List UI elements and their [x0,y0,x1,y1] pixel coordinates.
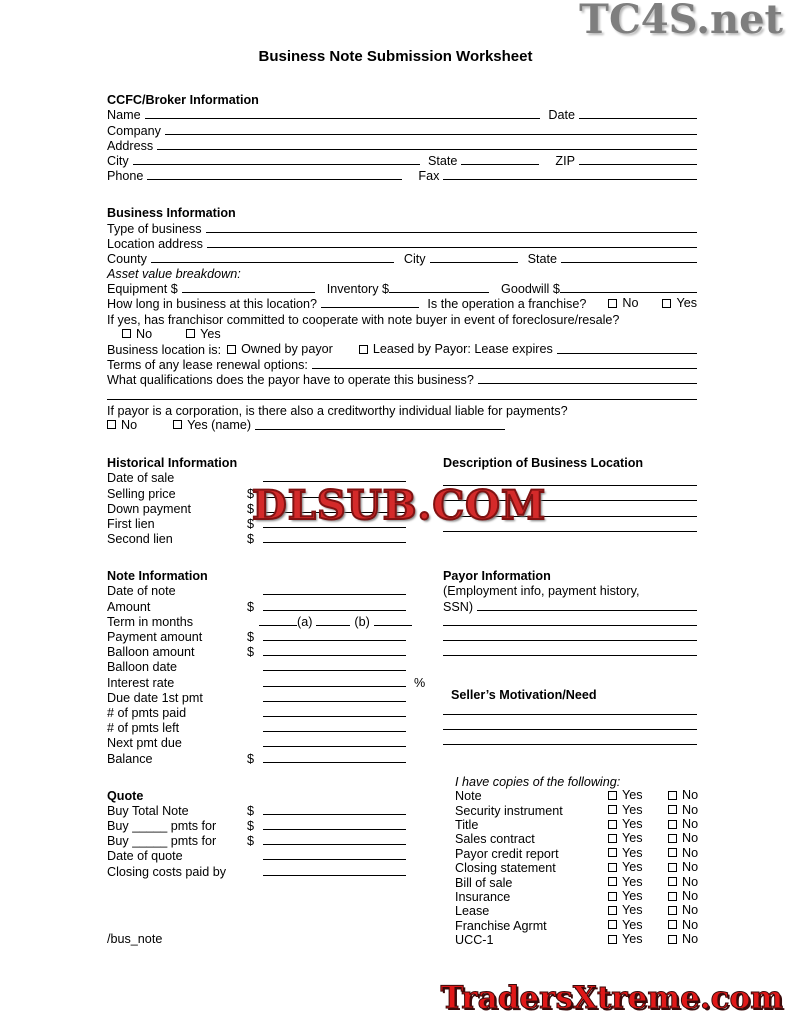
interest-rate-row [107,674,443,689]
pmts-left-label: # of pmts left [107,721,180,736]
pmts-paid-line[interactable] [263,716,406,717]
dollar-sign: $ [247,751,255,766]
no-checkbox[interactable] [668,863,677,872]
checklist-row-lease [455,904,697,918]
date-of-note-row [107,583,443,598]
corp-yes-option[interactable] [173,418,251,432]
no-label: No [682,932,699,947]
dollar-sign: $ [247,803,255,818]
seller-line-row [443,702,697,717]
no-label: No [682,860,699,875]
dollar-sign: $ [247,599,255,614]
no-checkbox[interactable] [668,906,677,915]
inventory-label: Inventory $ [326,282,390,297]
yes-label: Yes [622,932,643,947]
checklist-item-label: Insurance [455,890,511,905]
buy-pmts-label: Buy _____ pmts for [107,834,217,849]
date-label: Date [548,108,575,123]
no-checkbox[interactable] [668,920,677,929]
second-lien-label: Second lien [107,532,173,547]
no-label: No [682,817,699,832]
city-line[interactable] [430,262,518,263]
yes-option[interactable] [608,918,668,932]
yes-option[interactable] [608,803,668,817]
county-city-state-row [107,251,697,266]
yes-checkbox[interactable] [608,863,617,872]
qualifications-row [107,372,697,387]
seller-line-row [443,718,697,733]
no-label: No [136,326,153,341]
no-checkbox[interactable] [668,834,677,843]
seller-motivation-heading: Seller’s Motivation/Need [451,688,597,703]
phone-label: Phone [107,169,144,184]
goodwill-label: Goodwill $ [501,282,560,297]
county-label: County [107,251,147,266]
no-checkbox[interactable] [668,935,677,944]
dollar-sign: $ [247,516,255,531]
no-label: No [682,845,699,860]
yes-label: Yes [622,788,643,803]
fax-line[interactable] [443,179,697,180]
state-label: State [527,251,558,266]
balance-row [107,750,443,765]
amount-line[interactable] [263,610,406,611]
second-lien-row [107,531,443,546]
location-address-label: Location address [107,236,203,251]
yes-option[interactable] [608,903,668,917]
equipment-line[interactable] [182,292,315,293]
business-location-row [107,342,697,357]
payment-amount-row [107,629,443,644]
yes-option[interactable] [608,889,668,903]
state-line[interactable] [561,262,697,263]
checklist-item-label: Sales contract [455,832,535,847]
quote-copies-section [107,774,699,948]
tradersxtreme-logo: TradersXtreme.com [440,980,783,1016]
no-option[interactable] [668,889,698,903]
lease-terms-label: Terms of any lease renewal options: [107,358,308,373]
no-label: No [682,831,699,846]
yes-label: Yes [622,889,643,904]
yes-name-label: Yes (name) [187,417,252,432]
zip-line[interactable] [579,164,697,165]
business-section-heading: Business Information [107,206,236,221]
yes-checkbox[interactable] [608,906,617,915]
payor-column [443,568,697,765]
closing-costs-line[interactable] [263,875,406,876]
checklist-item-label: Lease [455,904,490,919]
company-row [107,122,697,137]
no-option[interactable] [668,918,698,932]
franchisor-answer-row [107,327,697,342]
date-of-note-label: Date of note [107,584,176,599]
franchise-no-checkbox[interactable] [608,299,617,308]
checklist-item-label: Franchise Agrmt [455,918,547,933]
franchise-no-option[interactable] [608,296,638,310]
closing-costs-label: Closing costs paid by [107,864,227,879]
name-label: Name [107,108,141,123]
date-of-quote-label: Date of quote [107,849,183,864]
checklist-row-bill-of-sale [455,875,697,889]
yes-label: Yes [622,845,643,860]
no-label: No [121,417,138,432]
yes-checkbox[interactable] [608,805,617,814]
leased-label: Leased by Payor: Lease expires [372,342,553,356]
yes-checkbox[interactable] [608,935,617,944]
lease-expires-line[interactable] [557,353,697,354]
address-line[interactable] [157,149,697,150]
company-label: Company [107,123,161,138]
lease-terms-row [107,357,697,372]
no-option[interactable] [668,817,698,831]
no-option[interactable] [668,903,698,917]
no-option[interactable] [668,788,698,802]
balance-line[interactable] [263,762,406,763]
no-option[interactable] [668,932,698,946]
payor-line-row [443,614,697,629]
yes-label: Yes [676,296,697,311]
seller-line[interactable] [443,729,697,730]
checklist-row-sales-contract [455,832,697,846]
county-line[interactable] [151,262,394,263]
payor-note-line1: (Employment info, payment history, [443,584,640,599]
no-checkbox[interactable] [668,805,677,814]
dollar-sign: $ [247,834,255,849]
corp-yes-checkbox[interactable] [173,420,182,429]
leased-option[interactable] [359,342,553,356]
state-line[interactable] [461,164,539,165]
qualifications-line[interactable] [478,383,697,384]
note-info-column [107,568,443,765]
date-line[interactable] [579,118,697,119]
checklist-item-label: UCC-1 [455,933,494,948]
pmts-left-row [107,720,443,735]
seller-line[interactable] [443,744,697,745]
buy-total-note-line[interactable] [263,814,406,815]
qualifications-label: What qualifications does the payor have to operate this business? [107,373,474,388]
interest-rate-label: Interest rate [107,675,175,690]
yes-checkbox[interactable] [608,892,617,901]
date-of-sale-label: Date of sale [107,471,175,486]
location-address-row [107,236,697,251]
payor-line[interactable] [443,655,697,656]
franchisor-yes-option[interactable] [186,327,221,341]
corporation-answer-row [107,418,697,433]
city-line[interactable] [133,164,420,165]
address-row [107,138,697,153]
checklist-row-ucc-1 [455,933,697,947]
no-label: No [682,788,699,803]
inventory-line[interactable] [389,292,489,293]
corp-no-checkbox[interactable] [107,420,116,429]
pmts-left-line[interactable] [263,731,406,732]
amount-row [107,598,443,613]
checklist-item-label: Title [455,818,479,833]
payor-line-row [443,629,697,644]
checklist-item-label: Bill of sale [455,875,513,890]
spacer [443,659,697,687]
location-address-line[interactable] [207,247,697,248]
no-option[interactable] [668,803,698,817]
yes-option[interactable] [608,788,668,802]
yes-label: Yes [622,874,643,889]
city-label: City [403,251,426,266]
description-heading: Description of Business Location [443,456,644,471]
dollar-sign: $ [247,501,255,516]
broker-section-heading: CCFC/Broker Information [107,93,259,108]
type-of-business-label: Type of business [107,221,202,236]
corporation-question: If payor is a corporation, is there also a creditworthy individual liable for payments? [107,403,568,418]
buy-pmts-row-1 [107,818,443,833]
checklist-row-insurance [455,890,697,904]
franchise-question-label: Is the operation a franchise? [427,297,587,312]
corp-name-line[interactable] [255,429,505,430]
buy-pmts-row-2 [107,833,443,848]
ssn-label: SSN) [443,599,474,614]
no-label: No [682,802,699,817]
no-checkbox[interactable] [668,877,677,886]
yes-option[interactable] [608,860,668,874]
qualifications-line-2[interactable] [107,399,697,400]
yes-label: Yes [622,917,643,932]
company-line[interactable] [165,134,697,135]
buy-total-note-row [107,803,443,818]
tc4s-logo: TC4S.net [579,0,783,43]
corp-no-option[interactable] [107,418,137,432]
no-checkbox[interactable] [668,791,677,800]
pmts-paid-label: # of pmts paid [107,705,187,720]
zip-label: ZIP [555,153,575,168]
how-long-franchise-row [107,296,697,311]
yes-label: Yes [622,817,643,832]
how-long-line[interactable] [321,307,419,308]
date-of-quote-line[interactable] [263,859,406,860]
second-lien-line[interactable] [263,542,406,543]
note-info-heading: Note Information [107,569,208,584]
historical-heading: Historical Information [107,456,238,471]
address-label: Address [107,138,154,153]
franchise-yes-checkbox[interactable] [662,299,671,308]
no-checkbox[interactable] [668,892,677,901]
business-location-label: Business location is: [107,343,222,357]
selling-price-label: Selling price [107,486,176,501]
next-pmt-due-line[interactable] [263,746,406,747]
down-payment-label: Down payment [107,501,191,516]
dollar-sign: $ [247,819,255,834]
copies-heading: I have copies of the following: [455,774,621,789]
equipment-label: Equipment $ [107,282,178,297]
yes-label: Yes [622,860,643,875]
dlsub-watermark: DLSUB.COM [252,482,547,529]
checklist-item-label: Note [455,789,482,804]
no-option[interactable] [668,831,698,845]
state-label: State [428,153,458,168]
yes-checkbox[interactable] [608,791,617,800]
seller-line-row [443,733,697,748]
term-label: Term in months [107,614,194,629]
term-a-label: (a) [297,614,313,629]
yes-checkbox[interactable] [608,834,617,843]
lease-terms-line[interactable] [312,368,697,369]
city-state-zip-row [107,153,697,168]
term-line-3[interactable] [374,625,412,626]
amount-label: Amount [107,599,151,614]
date-of-note-line[interactable] [263,594,406,595]
checklist-item-label: Security instrument [455,803,563,818]
no-label: No [682,889,699,904]
balloon-date-line[interactable] [263,670,406,671]
owned-label: Owned by payor [241,342,333,356]
asset-breakdown-label: Asset value breakdown: [107,267,241,282]
no-label: No [682,903,699,918]
no-label: No [622,296,639,311]
due-date-label: Due date 1st pmt [107,690,203,705]
broker-section [107,92,697,183]
percent-sign: % [414,675,426,690]
checklist-row-closing-statement [455,861,697,875]
how-long-label: How long in business at this location? [107,297,318,312]
note-payor-section [107,568,697,765]
dollar-sign: $ [247,532,255,547]
yes-checkbox[interactable] [608,820,617,829]
no-checkbox[interactable] [668,820,677,829]
franchisor-no-checkbox[interactable] [122,329,131,338]
qualifications-continued-row [107,387,697,402]
balance-label: Balance [107,751,153,766]
next-pmt-due-label: Next pmt due [107,736,182,751]
checklist-row-security-instrument [455,803,697,817]
date-of-quote-row [107,848,443,863]
yes-option[interactable] [608,932,668,946]
payor-ssn-row [443,598,697,613]
copies-column [443,775,697,948]
first-lien-label: First lien [107,516,155,531]
business-section [107,205,697,433]
payor-heading: Payor Information [443,569,551,584]
franchise-yes-option[interactable] [662,296,697,310]
description-line[interactable] [443,531,697,532]
payor-line[interactable] [443,625,697,626]
balloon-amount-label: Balloon amount [107,645,195,660]
goodwill-line[interactable] [560,292,697,293]
asset-values-row [107,281,697,296]
payment-amount-label: Payment amount [107,630,203,644]
payor-line[interactable] [443,640,697,641]
closing-costs-row [107,863,443,878]
franchisor-yes-checkbox[interactable] [186,329,195,338]
term-line-2[interactable] [316,625,350,626]
quote-heading: Quote [107,788,144,803]
term-in-months-row [107,614,443,629]
next-pmt-due-row [107,735,443,750]
buy-pmts-line[interactable] [263,829,406,830]
checklist-row-note [455,789,697,803]
yes-checkbox[interactable] [608,848,617,857]
checklist-row-payor-credit-report [455,846,697,860]
no-option[interactable] [668,875,698,889]
footer-code: /bus_note [107,932,163,946]
franchisor-question: If yes, has franchisor committed to cooperate with note buyer in event of foreclosure/resale? [107,312,620,327]
balloon-date-label: Balloon date [107,660,178,675]
yes-option[interactable] [608,817,668,831]
no-label: No [682,917,699,932]
type-of-business-line[interactable] [206,232,697,233]
no-option[interactable] [668,860,698,874]
yes-checkbox[interactable] [608,920,617,929]
balloon-amount-line[interactable] [263,655,406,656]
buy-total-note-label: Buy Total Note [107,803,189,818]
fax-label: Fax [418,169,440,184]
page-title: Business Note Submission Worksheet [258,48,533,65]
dollar-sign: $ [247,645,255,660]
name-line[interactable] [145,118,541,119]
yes-label: Yes [622,802,643,817]
payor-line-row [443,644,697,659]
term-b-label: (b) [354,614,370,629]
pmts-paid-row [107,705,443,720]
buy-pmts-line[interactable] [263,844,406,845]
phone-fax-row [107,168,697,183]
yes-option[interactable] [608,846,668,860]
yes-option[interactable] [608,875,668,889]
payment-amount-line[interactable] [263,640,406,641]
yes-label: Yes [622,903,643,918]
buy-pmts-label: Buy _____ pmts for [107,819,217,834]
due-date-line[interactable] [263,701,406,702]
type-of-business-row [107,220,697,235]
checklist-row-title [455,818,697,832]
yes-checkbox[interactable] [608,877,617,886]
term-line-1[interactable] [259,625,297,626]
yes-label: Yes [622,831,643,846]
checklist-item-label: Payor credit report [455,846,559,861]
balloon-amount-row [107,644,443,659]
phone-line[interactable] [147,179,402,180]
quote-column [107,788,443,948]
no-label: No [682,874,699,889]
no-option[interactable] [668,846,698,860]
franchisor-no-option[interactable] [122,327,152,341]
interest-rate-line[interactable] [263,686,406,687]
city-label: City [107,153,129,168]
name-date-row [107,107,697,122]
dollar-sign: $ [247,486,255,501]
no-checkbox[interactable] [668,848,677,857]
checklist-item-label: Closing statement [455,861,556,876]
yes-label: Yes [200,326,221,341]
owned-option[interactable] [227,342,333,356]
leased-by-payor-checkbox[interactable] [359,345,368,354]
due-date-row [107,690,443,705]
owned-by-payor-checkbox[interactable] [227,345,236,354]
ssn-line[interactable] [477,610,697,611]
balloon-date-row [107,659,443,674]
seller-line[interactable] [443,714,697,715]
dollar-sign: $ [247,630,255,644]
yes-option[interactable] [608,831,668,845]
checklist-row-franchise-agrmt [455,918,697,932]
